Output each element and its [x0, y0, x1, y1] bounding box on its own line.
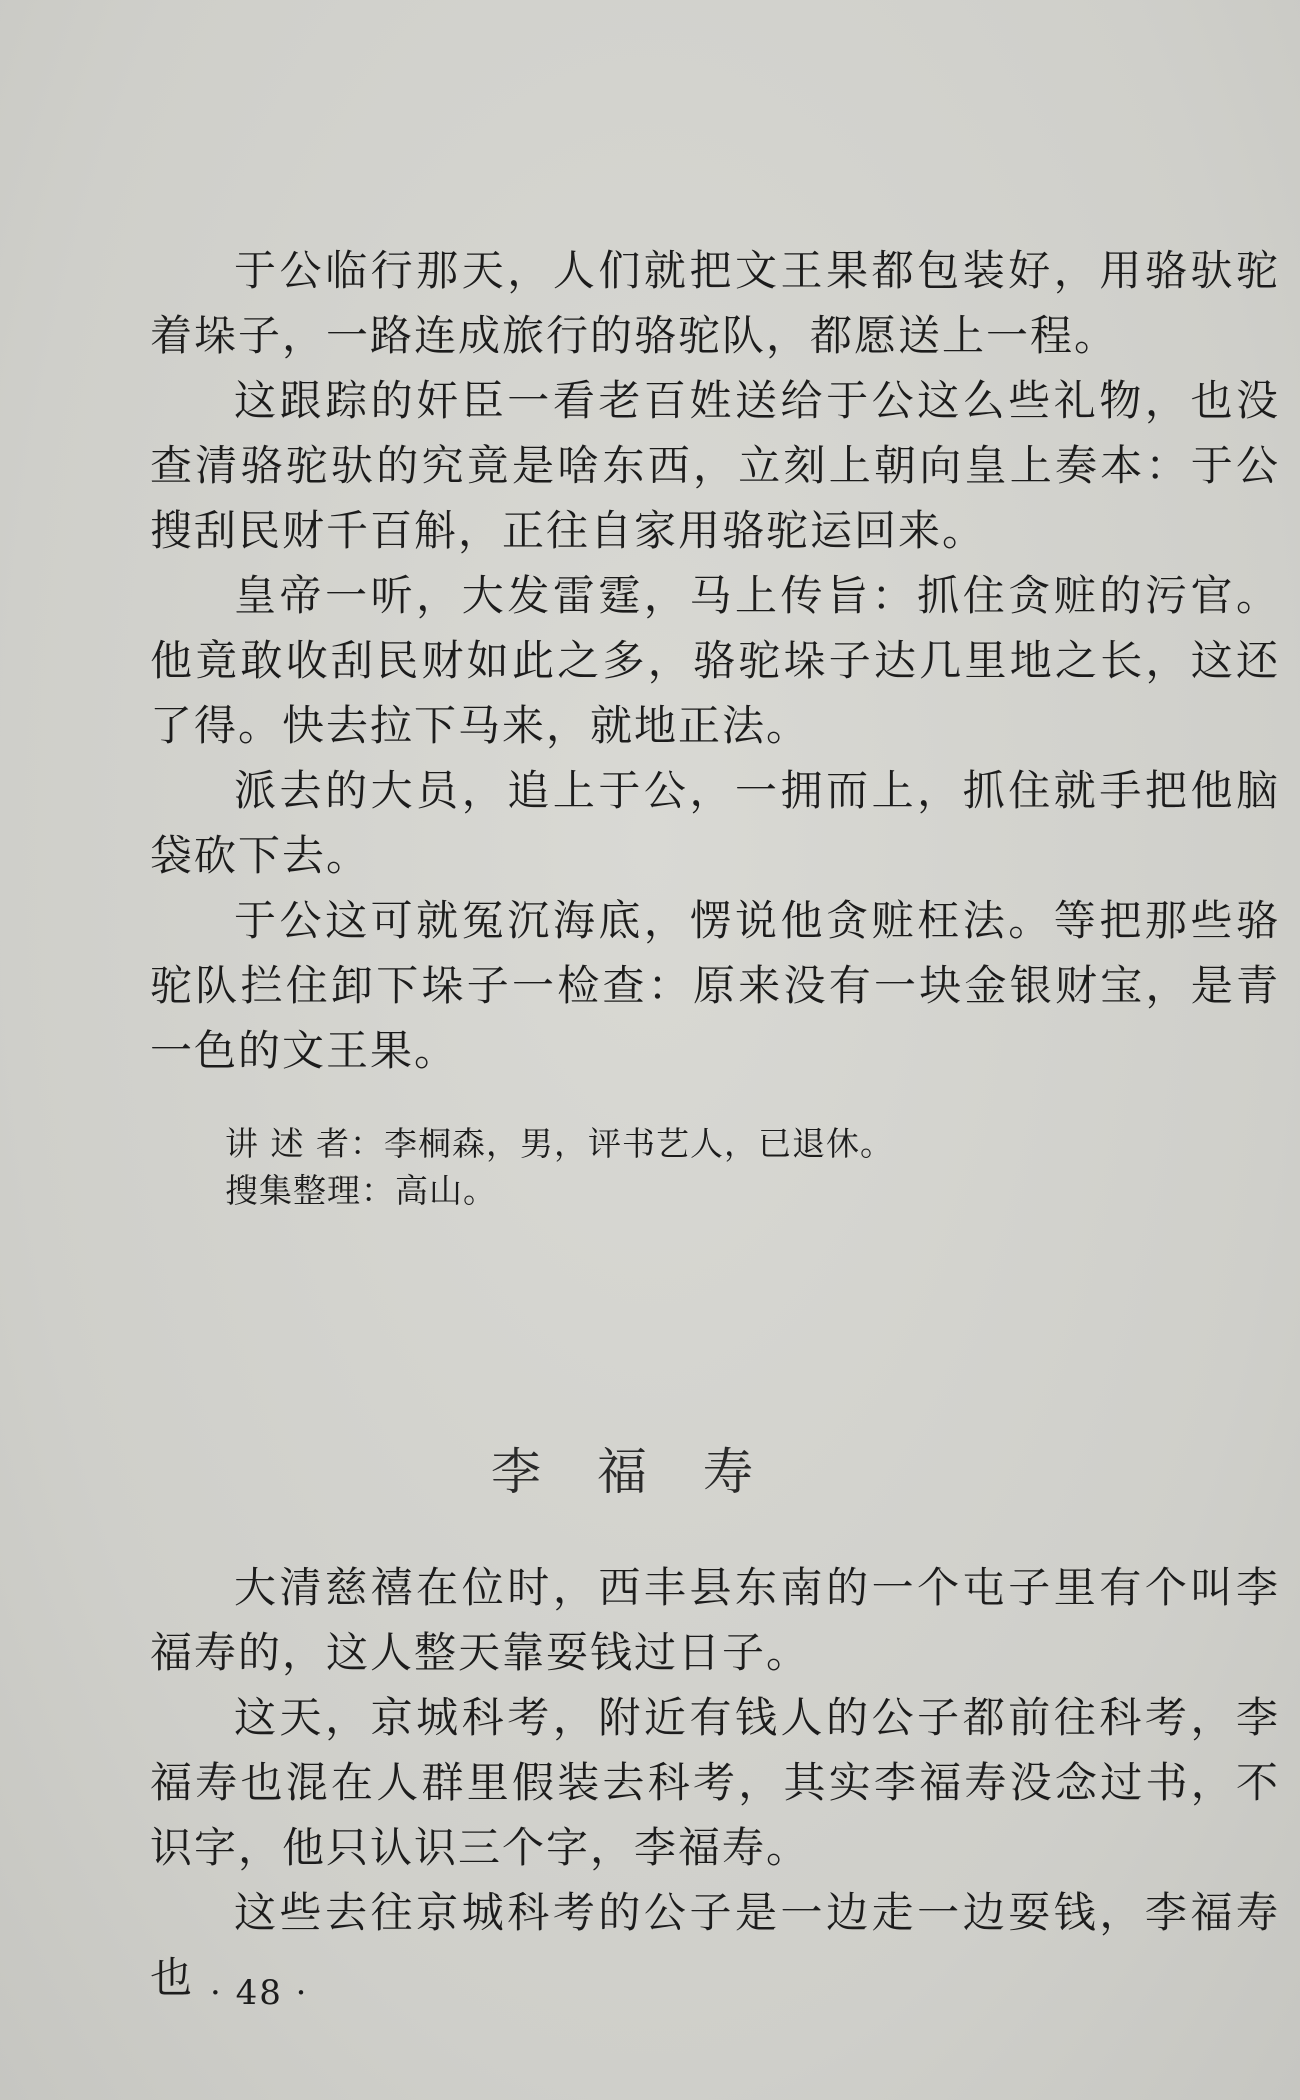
- story-title: 李福寿: [491, 1443, 809, 1501]
- paragraph: 这跟踪的奸臣一看老百姓送给于公这么些礼物，也没查清骆驼驮的究竟是啥东西，立刻上朝向皇上奏本：于公搜刮民财千百斛，正往自家用骆驼运回来。: [150, 376, 1280, 555]
- paragraph: 于公这可就冤沉海底，愣说他贪赃枉法。等把那些骆驼队拦住卸下垛子一检查：原来没有一块金银财宝，是青一色的文王果。: [150, 896, 1280, 1075]
- paragraph: 这些去往京城科考的公子是一边走一边耍钱，李福寿也: [150, 1888, 1280, 2002]
- collector-credit: 搜集整理：高山。: [225, 1171, 497, 1210]
- page-number: · 48 ·: [210, 1973, 309, 2013]
- story-text-part2: [150, 1555, 1280, 2010]
- paragraph: 派去的大员，追上于公，一拥而上，抓住就手把他脑袋砍下去。: [150, 766, 1280, 880]
- paragraph: 皇帝一听，大发雷霆，马上传旨：抓住贪赃的污官。他竟敢收刮民财如此之多，骆驼垛子达几里地之长，这还了得。快去拉下马来，就地正法。: [150, 571, 1280, 750]
- story-credits: [225, 1120, 894, 1214]
- story-text-part1: [150, 238, 1280, 1083]
- paragraph: 大清慈禧在位时，西丰县东南的一个屯子里有个叫李福寿的，这人整天靠耍钱过日子。: [150, 1563, 1280, 1677]
- paragraph: 于公临行那天，人们就把文王果都包装好，用骆驮驼着垛子，一路连成旅行的骆驼队，都愿送上一程。: [150, 246, 1280, 360]
- paragraph: 这天，京城科考，附近有钱人的公子都前往科考，李福寿也混在人群里假装去科考，其实李福寿没念过书，不识字，他只认识三个字，李福寿。: [150, 1693, 1280, 1872]
- narrator-credit: 讲 述 者：李桐森，男，评书艺人，已退休。: [225, 1124, 894, 1163]
